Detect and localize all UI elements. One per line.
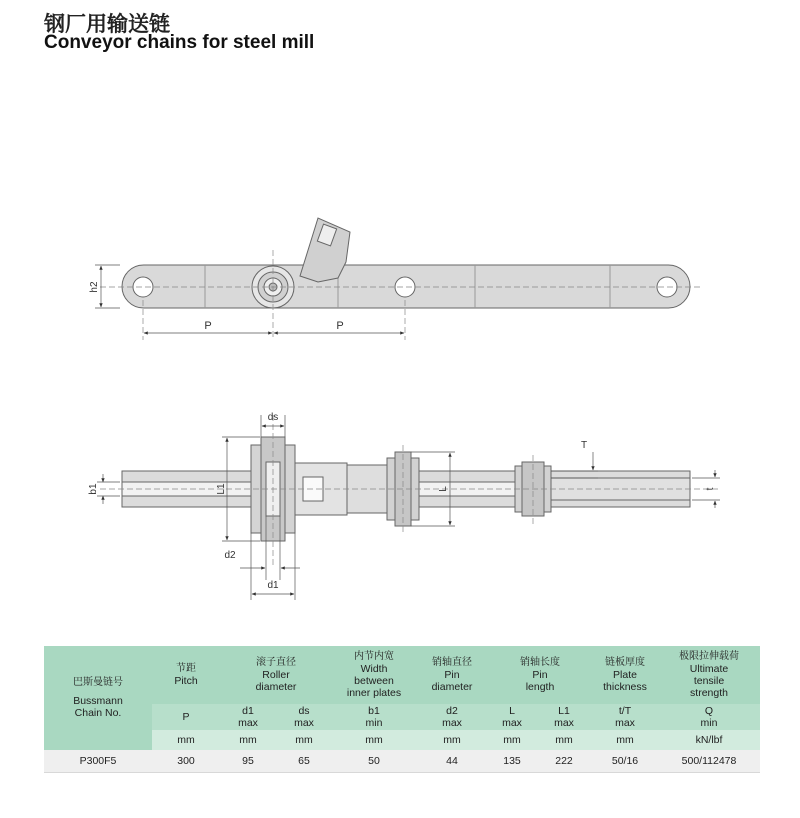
unit-cell: mm	[416, 730, 488, 750]
pitch-label-right: P	[336, 320, 344, 332]
symbol-cell: Q min	[658, 704, 760, 730]
table-row	[44, 750, 760, 773]
pitch-label-left: P	[204, 320, 212, 332]
l-label: L	[438, 486, 449, 492]
b1-label: b1	[88, 483, 99, 495]
symbol-cell: d2 max	[416, 704, 488, 730]
chain-side-view	[122, 218, 690, 308]
unit-cell: mm	[276, 730, 332, 750]
d2-label: d2	[224, 550, 236, 561]
chain-no-header-cn: 巴斯曼链号	[73, 677, 123, 688]
symbol-cell: b1 min	[332, 704, 416, 730]
page-title-english: Conveyor chains for steel mill	[44, 32, 315, 53]
chain-no-header-en-1: Bussmann	[73, 695, 123, 707]
symbol-cell: ds max	[276, 704, 332, 730]
page-title-chinese: 钢厂用输送链	[44, 12, 170, 36]
unit-row	[44, 730, 760, 750]
spec-table	[44, 646, 760, 773]
value-cell: 222	[536, 750, 592, 773]
header-roller-diameter: 滚子直径 Roller diameter	[220, 646, 332, 704]
header-pitch: 节距 Pitch	[152, 646, 220, 704]
t-upper-label: T	[580, 440, 588, 451]
value-cell: 500/112478	[658, 750, 760, 773]
value-cell: 135	[488, 750, 536, 773]
symbol-cell: L max	[488, 704, 536, 730]
unit-cell: mm	[488, 730, 536, 750]
symbol-cell: P	[152, 704, 220, 730]
value-cell: 44	[416, 750, 488, 773]
symbol-cell: L1 max	[536, 704, 592, 730]
unit-cell: mm	[332, 730, 416, 750]
chain-no-cell: P300F5	[44, 750, 152, 773]
value-cell: 65	[276, 750, 332, 773]
ds-label: ds	[267, 412, 279, 423]
header-tensile-strength: 极限拉伸载荷 Ultimate tensile strength	[658, 646, 760, 704]
header-pin-diameter: 销轴直径 Pin diameter	[416, 646, 488, 704]
header-inner-width: 内节内宽 Width between inner plates	[332, 646, 416, 704]
value-cell: 300	[152, 750, 220, 773]
t-lower-label: t	[705, 487, 716, 491]
header-pin-length: 销轴长度 Pin length	[488, 646, 592, 704]
value-cell: 50/16	[592, 750, 658, 773]
unit-cell: mm	[536, 730, 592, 750]
unit-cell: mm	[152, 730, 220, 750]
symbol-cell: d1 max	[220, 704, 276, 730]
symbol-cell: t/T max	[592, 704, 658, 730]
d1-label: d1	[267, 580, 279, 591]
chain-no-header-en-2: Chain No.	[74, 707, 122, 719]
value-cell: 50	[332, 750, 416, 773]
symbol-row	[44, 704, 760, 730]
value-cell: 95	[220, 750, 276, 773]
header-plate-thickness: 链板厚度 Plate thickness	[592, 646, 658, 704]
unit-cell: mm	[592, 730, 658, 750]
unit-cell: mm	[220, 730, 276, 750]
chain-no-header	[44, 646, 152, 750]
unit-cell: kN/lbf	[658, 730, 760, 750]
l1-label: L1	[216, 483, 227, 495]
h2-label: h2	[89, 281, 100, 293]
